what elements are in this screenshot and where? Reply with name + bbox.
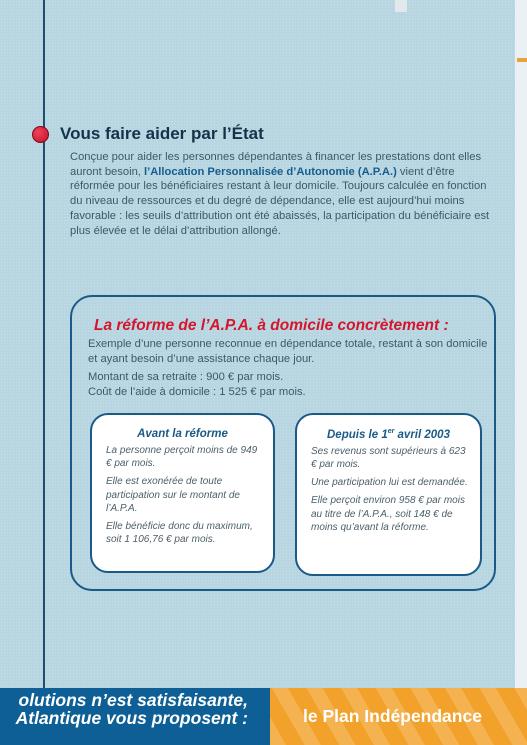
after-amount: Elle perçoit environ 958 € par mois au titre de l’A.P.A., soit 148 € de moins qu’avant la réforme. (311, 495, 465, 533)
right-edge-mark (517, 58, 527, 62)
section-title: Vous faire aider par l’État (60, 124, 264, 143)
before-reform-card (90, 413, 275, 573)
before-exemption: Elle est exonérée de toute participation sur le montant de l’A.P.A. (106, 476, 240, 514)
right-edge-strip (515, 0, 527, 688)
before-card-title: Avant la réforme (137, 428, 228, 440)
intro-paragraph (70, 150, 490, 238)
pension-amount: Montant de sa retraite : 900 € par mois. (88, 371, 284, 383)
footer-line-1: olutions n’est satisfaisante, (18, 690, 248, 710)
reform-panel (70, 295, 496, 591)
plan-independance-label: le Plan Indépendance (303, 706, 482, 726)
after-card-title (297, 428, 480, 441)
footer-orange-band (270, 688, 527, 745)
apa-highlight: l’Allocation Personnalisée d’Autonomie (A.P.A.) (144, 165, 397, 178)
before-income: La personne perçoit moins de 949 € par mois. (106, 445, 258, 470)
intro-text-end: vient d’être réformée pour les bénéficiaires restant à leur domicile. Toujours calculée en fonction du niveau de ressources et du degré de dépendance, elle est aujourd’hui moins favorable : les seuils d’attribution ont été abaissés, la participation du bénéficiaire est plus élevée et le délai d’attribution allongé. (70, 165, 490, 237)
footer-line-2: Atlantique vous proposent : (15, 708, 248, 728)
after-title-prefix: Depuis le 1 (327, 428, 388, 441)
intro-text-start: Conçue pour aider les personnes dépendantes à financer les prestations dont elles auront besoin, (70, 151, 482, 178)
before-maximum: Elle bénéficie donc du maximum, soit 1 106,76 € par mois. (106, 521, 253, 546)
before-card-body (92, 440, 273, 546)
after-participation: Une participation lui est demandée. (311, 477, 468, 489)
footer-blue-band (0, 688, 270, 745)
top-tab-decoration (395, 0, 407, 12)
home-help-cost: Coût de l’aide à domicile : 1 525 € par mois. (88, 386, 306, 398)
after-income: Ses revenus sont supérieurs à 623 € par mois. (311, 445, 466, 471)
after-title-sup: er (387, 428, 395, 435)
after-card-body (297, 441, 480, 534)
example-block (88, 337, 488, 400)
after-title-suffix: avril 2003 (394, 428, 450, 441)
left-margin-rule (43, 0, 45, 688)
panel-title: La réforme de l’A.P.A. à domicile concrètement : (94, 317, 449, 334)
after-reform-card (295, 413, 482, 576)
example-text: Exemple d’une personne reconnue en dépendance totale, restant à son domicile et ayant besoin d’une assistance chaque jour. (88, 338, 488, 365)
red-bullet-icon (32, 126, 49, 143)
